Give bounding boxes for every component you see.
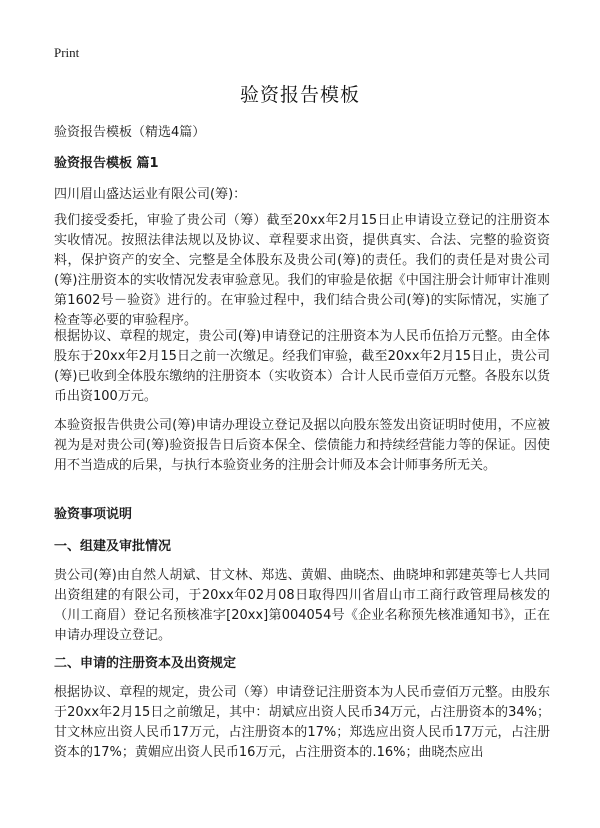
document-subtitle: 验资报告模板（精选4篇） bbox=[54, 125, 206, 140]
paragraph-registered-capital: 根据协议、章程的规定，贵公司（筹）申请登记注册资本为人民币壹佰万元整。由股东于20xx年2月15日之前缴足，其中：胡斌应出资人民币34万元，占注册资本的34%；甘文林应出资人民币17万元，占注册资本的17%；郑选应出资人民币17万元，占注册资本的17%；黄媚应出资人民币16万元，占注册资本的.16%；曲晓杰应出 bbox=[54, 685, 550, 760]
paragraph-capital: 根据协议、章程的规定，贵公司(筹)申请登记的注册资本为人民币伍拾万元整。由全体股东于20xx年2月15日之前一次缴足。经我们审验，截至20xx年2月15日止，贵公司(筹)已收到全体股东缴纳的注册资本（实收资本）合计人民币壹佰万元整。各股东以货币出资100万元。 bbox=[54, 329, 550, 404]
print-link[interactable]: Print bbox=[54, 45, 80, 60]
addressee-line: 四川眉山盛达运业有限公司(筹)： bbox=[54, 187, 247, 202]
item2-heading: 二、申请的注册资本及出资规定 bbox=[54, 656, 237, 671]
paragraph-formation: 贵公司(筹)由自然人胡斌、甘文林、郑选、黄媚、曲晓杰、曲晓坤和郭建英等七人共同出资组建的有限公司，于20xx年02月08日取得四川省眉山市工商行政管理局核发的（川工商眉）登记名预核准字[20xx]第004054号《企业名称预先核准通知书》，正在申请办理设立登记。 bbox=[54, 568, 550, 643]
section1-heading: 验资报告模板 篇1 bbox=[54, 156, 159, 171]
document-title: 验资报告模板 bbox=[239, 84, 360, 106]
notes-heading: 验资事项说明 bbox=[54, 507, 133, 522]
paragraph-engagement: 我们接受委托，审验了贵公司（筹）截至20xx年2月15日止申请设立登记的注册资本实收情况。按照法律法规以及协议、章程要求出资，提供真实、合法、完整的验资资料，保护资产的安全、完整是全体股东及贵公司(筹)的责任。我们的责任是对贵公司(筹)注册资本的实收情况发表审验意见。我们的审验是依据《中国注册会计师审计准则第1602号－验资》进行的。在审验过程中，我们结合贵公司(筹)的实际情况，实施了检查等必要的审验程序。 bbox=[54, 213, 550, 328]
item1-heading: 一、组建及审批情况 bbox=[54, 539, 172, 554]
paragraph-usage: 本验资报告供贵公司(筹)申请办理设立登记及据以向股东签发出资证明时使用，不应被视为是对贵公司(筹)验资报告日后资本保全、偿债能力和持续经营能力等的保证。因使用不当造成的后果，与执行本验资业务的注册会计师及本会计师事务所无关。 bbox=[54, 418, 550, 473]
